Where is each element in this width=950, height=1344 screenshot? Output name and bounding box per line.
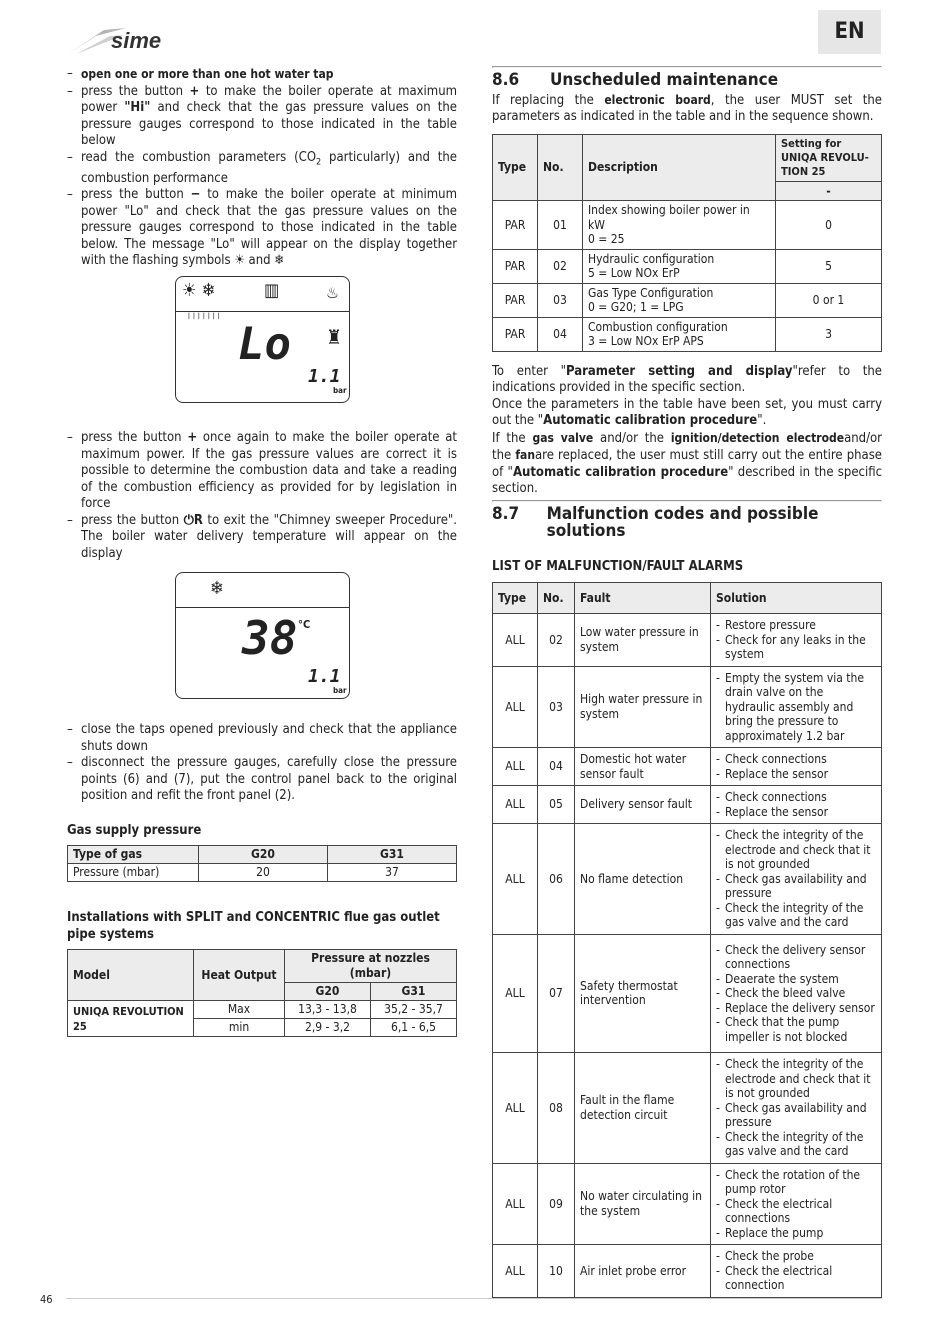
solution-list xyxy=(716,618,876,662)
minus-icon: − xyxy=(190,187,201,203)
table-row: ALL 04 Domestic hot water sensor fault - Check connections - Replace the sensor xyxy=(493,748,882,786)
installations-title: Installations with SPLIT and CONCENTRIC flue gas outlet pipe systems xyxy=(67,910,440,942)
list-item: – open one or more than one hot water tap xyxy=(67,66,457,84)
section-8-7-title: 8.7 Malfunction codes and possible solutions xyxy=(492,504,819,541)
table-row: ALL 06 No flame detection - Check the integrity of the electrode and check that it is not grounded - Check gas availability and pressure - Check the integrity of the gas valve and the card xyxy=(493,824,882,935)
section-divider xyxy=(492,500,882,502)
section-8-7 xyxy=(492,500,882,1298)
list-item: - Replace the pump xyxy=(716,1226,876,1241)
list-item: - Check the integrity of the electrode and check that it is not grounded xyxy=(716,1057,876,1101)
display-main-text: Lo xyxy=(238,319,291,370)
list-item: - Check the probe xyxy=(716,1249,876,1264)
display-temperature: 38 xyxy=(242,611,298,665)
page-number: 46 xyxy=(40,1293,53,1306)
right-column xyxy=(492,66,882,498)
boiler-display-lo xyxy=(175,276,350,403)
table-row: ALL 05 Delivery sensor fault - Check connections - Replace the sensor xyxy=(493,786,882,824)
snowflake-icon: ❄ xyxy=(274,253,285,269)
paragraph: If the gas valve and/or the ignition/detection electrodeand/or the fanare replaced, the user must still carry out the entire phase of "Automatic calibration procedure" described in the specific section. xyxy=(492,430,883,496)
list-item: – close the taps opened previously and check that the appliance shuts down xyxy=(67,722,457,755)
list-item: – press the button + to make the boiler operate at maximum power "Hi" and check that the gas pressure values on the pressure gauges correspond to those indicated in the table below xyxy=(67,84,457,150)
plus-icon: + xyxy=(187,430,198,445)
flash-rays-icon: ╵╵╵╵╵╵╵ xyxy=(186,313,221,326)
sun-icon: ☀ xyxy=(234,253,245,269)
list-item: - Check connections xyxy=(716,752,876,767)
power-reset-icon: ⏻R xyxy=(183,512,203,528)
list-item: - Check for any leaks in the system xyxy=(716,633,876,662)
list-item: – press the button ⏻R to exit the "Chimney sweeper Procedure". The boiler water delivery temperature will appear on the display xyxy=(67,513,457,563)
procedure-list-2 xyxy=(67,430,457,562)
display-unit: bar xyxy=(333,686,347,695)
nozzle-pressure-table: Model Heat Output Pressure at nozzles (mbar) G20 G31 UNIQA REVOLUTION 25 Max 13,3 - 13,8 35,2 - 35,7 min 2,9 - 3,2 6,1 - 6,5 xyxy=(67,949,457,1037)
left-column-2 xyxy=(67,430,457,562)
table-row: PAR 01 Index showing boiler power in kW 0 = 25 0 xyxy=(493,201,882,250)
gas-supply-title: Gas supply pressure xyxy=(67,822,202,838)
table-row: ALL 03 High water pressure in system - Empty the system via the drain valve on the hydraulic assembly and bring the pressure to approximately 1.2 bar xyxy=(493,666,882,748)
table-row: PAR 02 Hydraulic configuration 5 = Low NOx ErP 5 xyxy=(493,249,882,283)
procedure-list-3 xyxy=(67,722,457,805)
list-item: - Check the rotation of the pump rotor xyxy=(716,1168,876,1197)
display-degree-unit: °C xyxy=(298,618,311,631)
list-item: - Check gas availability and pressure xyxy=(716,872,876,901)
snowflake-icon: ❄ xyxy=(210,578,224,599)
radiator-icon: ▥ xyxy=(264,280,280,301)
solution-list xyxy=(716,752,876,781)
table-row: ALL 02 Low water pressure in system - Restore pressure - Check for any leaks in the system xyxy=(493,614,882,667)
list-item: – press the button − to make the boiler operate at minimum power "Lo" and check that the gas pressure values on the pressure gauges correspond to those indicated in the table below. The message "Lo" will appear on the display together with the flashing symbols ☀ and ❄ xyxy=(67,187,457,270)
left-column xyxy=(67,66,457,270)
chimney-sweeper-icon: ♜ xyxy=(326,325,343,349)
table-row: ALL 09 No water circulating in the system - Check the rotation of the pump rotor - Check the electrical connections - Replace the pump xyxy=(493,1163,882,1245)
list-item: - Replace the sensor xyxy=(716,805,876,820)
paragraph: To enter "Parameter setting and display"refer to the indications provided in the specific section. xyxy=(492,363,883,395)
display-unit: bar xyxy=(333,386,347,395)
list-item: – disconnect the pressure gauges, carefully close the pressure points (6) and (7), put the control panel back to the original position and refit the front panel (2). xyxy=(67,755,457,805)
list-item: - Restore pressure xyxy=(716,618,876,633)
display-pressure: 1.1 xyxy=(308,666,341,687)
list-item: - Check that the pump impeller is not blocked xyxy=(716,1015,876,1044)
gas-supply-table: Type of gas G20 G31 Pressure (mbar) 20 37 xyxy=(67,845,457,882)
section-8-6-title: 8.6 Unscheduled maintenance xyxy=(492,70,779,90)
list-item: – read the combustion parameters ($CO_2$ particularly) and the combustion performance xyxy=(67,150,457,188)
left-column-3 xyxy=(67,722,457,1037)
list-item: - Check gas availability and pressure xyxy=(716,1101,876,1130)
parameter-table: Type No. Description Setting for UNIQA REVOLU-TION 25 - PAR 01 Index showing boiler power in kW 0 = 25 0 PAR 02 Hydraulic configuration 5 = Low NOx ErP 5 PAR 03 Gas Type Configuration 0 = G20; 1 = LPG 0 or 1 PAR 04 Combustion configuration 3 = Low NOx ErP APS 3 xyxy=(492,134,882,352)
plus-icon: + xyxy=(189,83,200,99)
list-item: - Check the electrical connections xyxy=(716,1197,876,1226)
list-item: - Check the bleed valve xyxy=(716,986,876,1001)
list-item: - Deaerate the system xyxy=(716,972,876,987)
list-item: - Check the integrity of the gas valve and the card xyxy=(716,901,876,930)
table-row: ALL 08 Fault in the flame detection circuit - Check the integrity of the electrode and check that it is not grounded - Check gas availability and pressure - Check the integrity of the gas valve and the card xyxy=(493,1053,882,1164)
list-item: – press the button + once again to make the boiler operate at maximum power. If the gas pressure values are correct it is possible to determine the combustion data and take a reading of the combustion efficiency as provided for by legislation in force xyxy=(67,430,457,513)
list-item: - Check the integrity of the electrode and check that it is not grounded xyxy=(716,828,876,872)
display-pressure: 1.1 xyxy=(308,366,341,387)
boiler-display-temp xyxy=(175,572,350,699)
table-row: ALL 07 Safety thermostat intervention - Check the delivery sensor connections - Deaerate the system - Check the bleed valve - Replace the delivery sensor - Check that the pump impeller is not blocked xyxy=(493,934,882,1053)
sun-snow-icons: ☀ ❄ xyxy=(182,280,216,301)
table-row: ALL 10 Air inlet probe error - Check the probe - Check the electrical connection xyxy=(493,1245,882,1298)
solution-list xyxy=(716,943,876,1045)
solution-list xyxy=(716,1057,876,1159)
paragraph: Once the parameters in the table have been set, you must carry out the "Automatic calibration procedure". xyxy=(492,396,882,428)
table-row: PAR 04 Combustion configuration 3 = Low NOx ErP APS 3 xyxy=(493,317,882,351)
list-item: - Check the electrical connection xyxy=(716,1264,876,1293)
section-divider xyxy=(492,66,882,68)
list-item: - Replace the delivery sensor xyxy=(716,1001,876,1016)
flame-icon: ♨ xyxy=(326,283,339,302)
list-item: - Check the delivery sensor connections xyxy=(716,943,876,972)
fault-list-title: LIST OF MALFUNCTION/FAULT ALARMS xyxy=(492,559,744,574)
language-badge: EN xyxy=(818,10,881,54)
fault-alarm-table: Type No. Fault Solution ALL 02 Low water pressure in system - Restore pressure - Check for any leaks in the system ALL 03 High water pressure in system - Empty the system via the drain valve on the hydraulic assembly and bring the pressure to approximately 1.2 bar ALL 04 Domestic hot water sensor fault - Check connections - Replace the sensor ALL 05 Delivery sensor fault - Check connections - Replace the sensor ALL 06 No flame detection - Check the integrity of the electrode and check that it is not grounded - Check gas availability and pressure - Check the integrity of the gas valve and the card ALL 07 Safety thermostat intervention - Check the delivery sensor connections - Deaerate the system - Check the bleed valve - Replace the delivery sensor - Check that the pump impeller is not blocked ALL 08 Fault in the flame detection circuit - Check the integrity of the electrode and check that it is not grounded - Check gas availability and pressure - Check the integrity of the gas valve and the card ALL 09 No water circulating in the system - Check the rotation of the pump rotor - Check the electrical connections - Replace the pump ALL 10 Air inlet probe error - Check the probe - Check the electrical connection xyxy=(492,582,882,1298)
list-item: - Replace the sensor xyxy=(716,767,876,782)
solution-list xyxy=(716,1249,876,1293)
paragraph: If replacing the electronic board, the user MUST set the parameters as indicated in the table and in the sequence shown. xyxy=(492,92,882,124)
solution-list xyxy=(716,1168,876,1241)
svg-text:sime: sime xyxy=(111,28,162,53)
procedure-list-1 xyxy=(67,66,457,270)
solution-list xyxy=(716,671,876,744)
solution-list xyxy=(716,828,876,930)
list-item: - Check the integrity of the gas valve and the card xyxy=(716,1130,876,1159)
list-item: - Empty the system via the drain valve on the hydraulic assembly and bring the pressure to approximately 1.2 bar xyxy=(716,671,876,744)
list-item: - Check connections xyxy=(716,790,876,805)
sime-logo xyxy=(66,24,191,56)
footer-rule xyxy=(66,1298,882,1299)
solution-list xyxy=(716,790,876,819)
table-row: PAR 03 Gas Type Configuration 0 = G20; 1 = LPG 0 or 1 xyxy=(493,283,882,317)
